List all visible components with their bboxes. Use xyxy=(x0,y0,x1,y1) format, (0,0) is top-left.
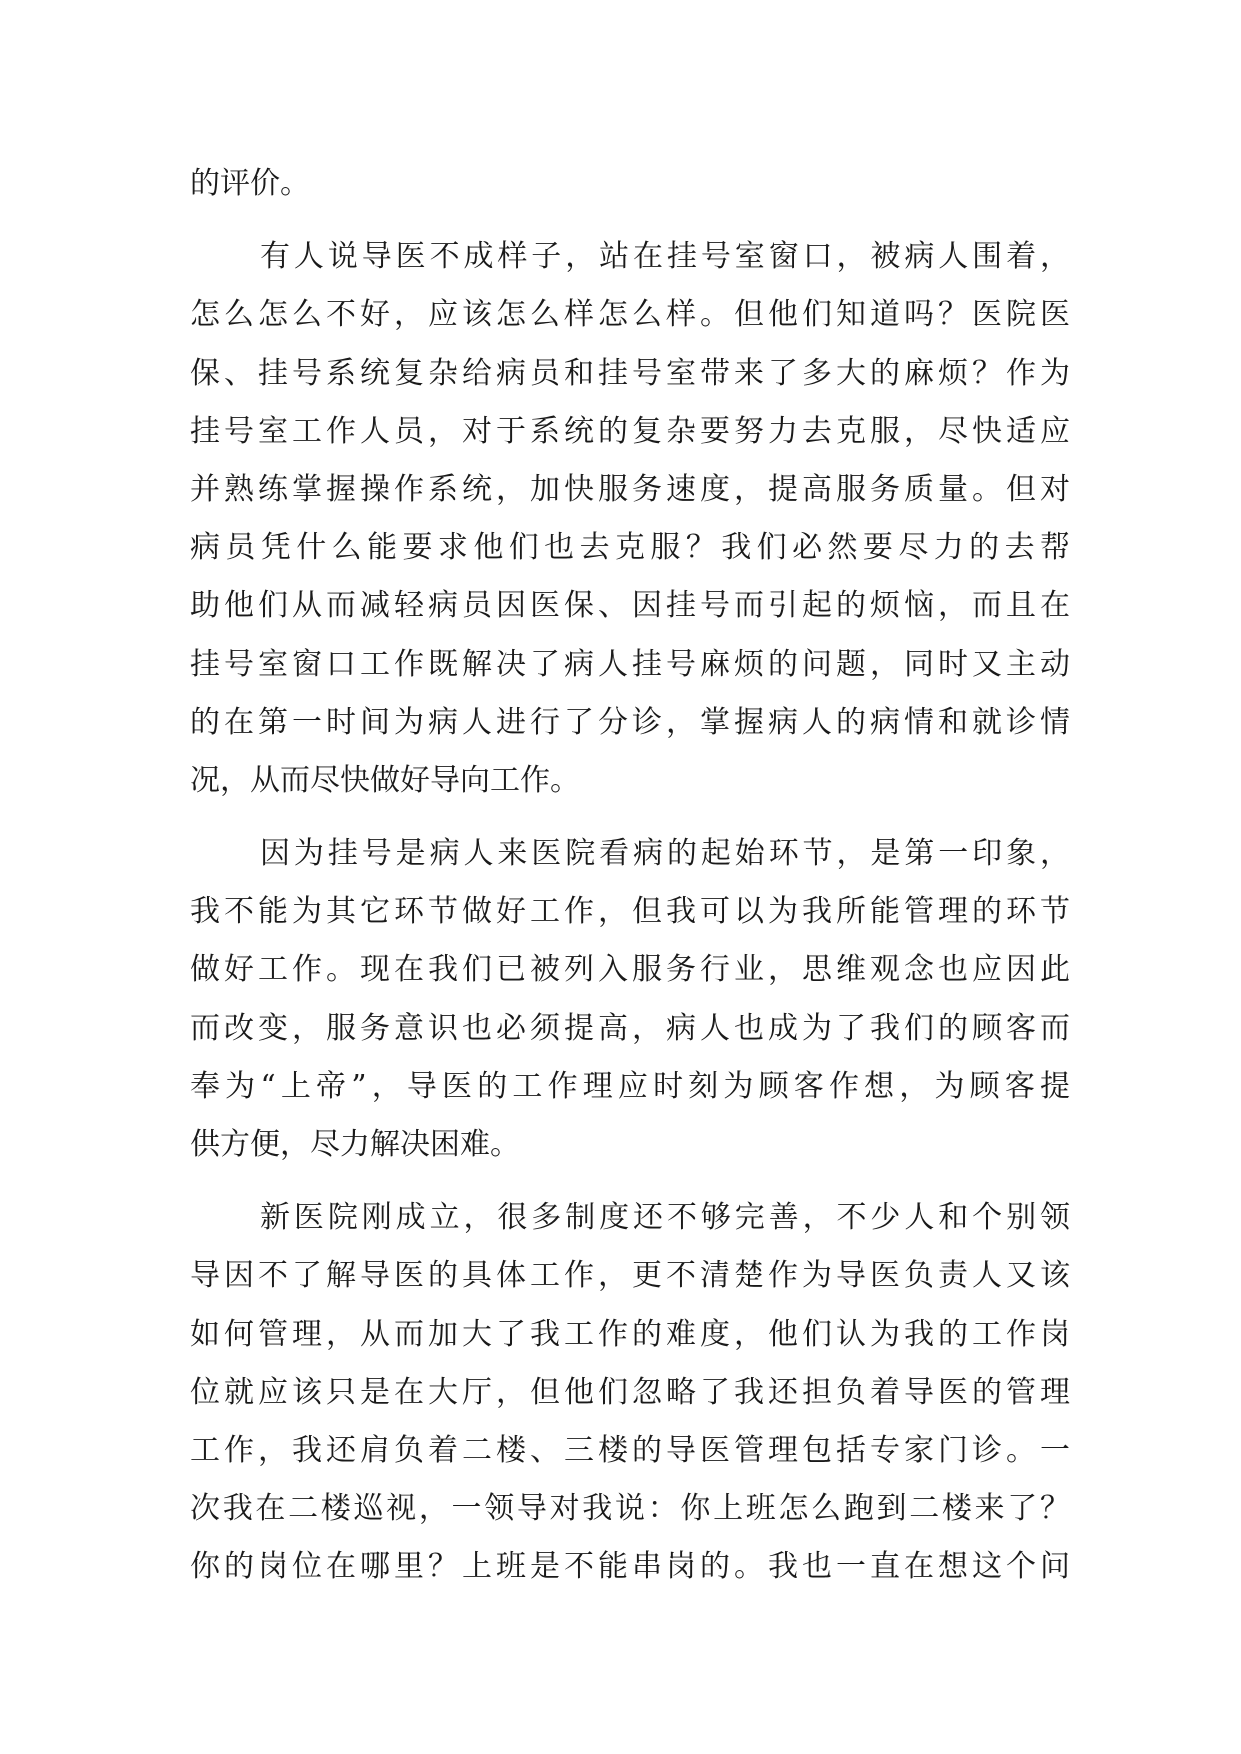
text-line: 的评价。 xyxy=(190,166,310,201)
text-line: 你的岗位在哪里？上班是不能串岗的。我也一直在想这个问 xyxy=(190,1549,1070,1585)
text-line: 保、挂号系统复杂给病员和挂号室带来了多大的麻烦？作为 xyxy=(190,355,1070,391)
text-line: 助他们从而减轻病员因医保、因挂号而引起的烦恼，而且在 xyxy=(190,588,1070,624)
text-line: 如何管理，从而加大了我工作的难度，他们认为我的工作岗 xyxy=(190,1316,1070,1352)
text-line: 有人说导医不成样子，站在挂号室窗口，被病人围着， xyxy=(260,239,1070,275)
text-line: 挂号室工作人员，对于系统的复杂要努力去克服，尽快适应 xyxy=(190,413,1070,449)
body-text xyxy=(190,155,1070,1597)
text-line: 导因不了解导医的具体工作，更不清楚作为导医负责人又该 xyxy=(190,1258,1070,1294)
text-line: 次我在二楼巡视，一领导对我说：你上班怎么跑到二楼来了？ xyxy=(190,1491,1070,1527)
text-line: 并熟练掌握操作系统，加快服务速度，提高服务质量。但对 xyxy=(190,471,1070,507)
text-line: 供方便，尽力解决困难。 xyxy=(190,1127,520,1162)
text-line: 做好工作。现在我们已被列入服务行业，思维观念也应因此 xyxy=(190,952,1070,988)
text-line: 工作，我还肩负着二楼、三楼的导医管理包括专家门诊。一 xyxy=(190,1432,1070,1468)
text-line: 的在第一时间为病人进行了分诊，掌握病人的病情和就诊情 xyxy=(190,704,1070,740)
text-line: 怎么怎么不好，应该怎么样怎么样。但他们知道吗？医院医 xyxy=(190,297,1070,333)
text-line: 奉为“上帝”，导医的工作理应时刻为顾客作想，为顾客提 xyxy=(190,1068,1070,1104)
text-line: 病员凭什么能要求他们也去克服？我们必然要尽力的去帮 xyxy=(190,530,1070,566)
text-line: 而改变，服务意识也必须提高，病人也成为了我们的顾客而 xyxy=(190,1010,1070,1046)
text-line: 况，从而尽快做好导向工作。 xyxy=(190,762,580,798)
text-line: 挂号室窗口工作既解决了病人挂号麻烦的问题，同时又主动 xyxy=(190,646,1070,682)
text-line: 因为挂号是病人来医院看病的起始环节，是第一印象， xyxy=(260,836,1070,872)
text-line: 我不能为其它环节做好工作，但我可以为我所能管理的环节 xyxy=(190,894,1070,930)
text-line: 新医院刚成立，很多制度还不够完善，不少人和个别领 xyxy=(260,1200,1070,1236)
text-line: 位就应该只是在大厅，但他们忽略了我还担负着导医的管理 xyxy=(190,1374,1070,1410)
